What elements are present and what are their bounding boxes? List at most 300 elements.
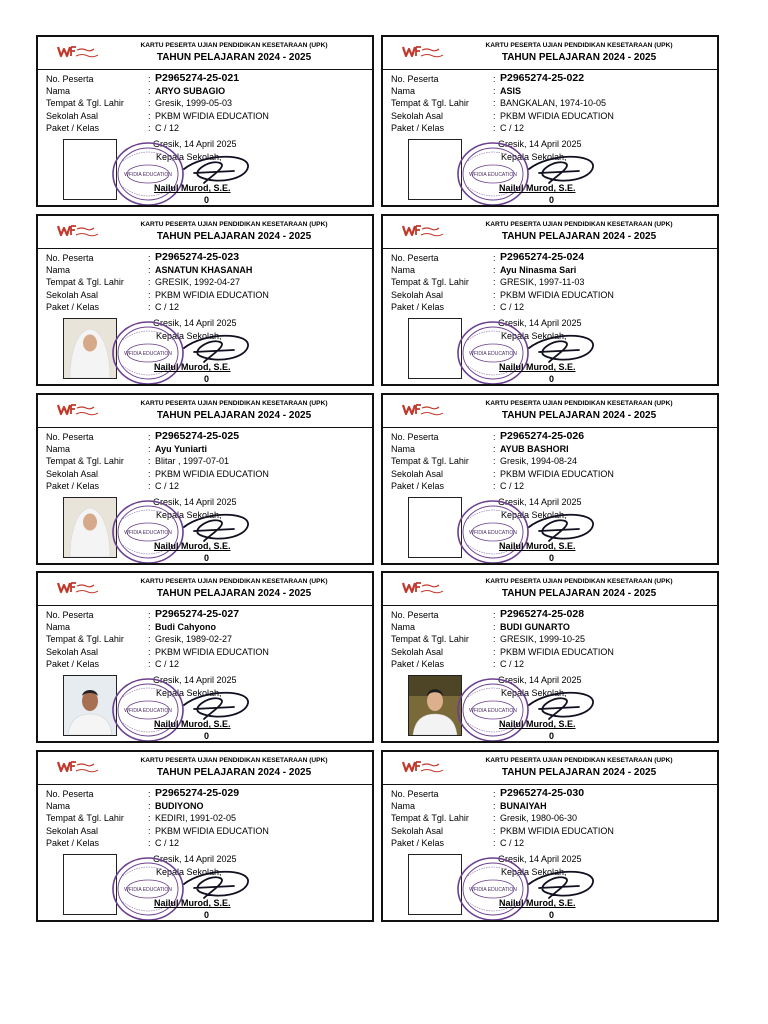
row-no-peserta xyxy=(46,73,368,85)
label-no-peserta: No. Peserta xyxy=(391,432,439,442)
colon: : xyxy=(493,432,496,442)
wfidia-logo-icon xyxy=(56,44,100,60)
card-number: 0 xyxy=(204,374,210,384)
card-header xyxy=(38,37,372,67)
row-ttl xyxy=(391,455,713,467)
label-paket: Paket / Kelas xyxy=(391,480,445,491)
colon: : xyxy=(148,813,151,824)
principal-title: Kepala Sekolah, xyxy=(156,510,222,520)
value-paket: C / 12 xyxy=(155,837,180,848)
principal-name: Nailul Murod, S.E. xyxy=(154,541,231,551)
value-ttl: Gresik, 1989-02-27 xyxy=(155,634,233,645)
label-no-peserta: No. Peserta xyxy=(46,74,94,84)
value-sekolah: PKBM WFIDIA EDUCATION xyxy=(500,468,614,479)
principal-name: Nailul Murod, S.E. xyxy=(154,362,231,372)
participant-photo xyxy=(63,318,117,379)
wfidia-logo-icon xyxy=(401,44,445,60)
colon: : xyxy=(148,98,151,109)
colon: : xyxy=(148,122,151,133)
row-sekolah xyxy=(46,646,368,658)
participant-card-P2965274-25-028 xyxy=(381,571,719,743)
label-ttl: Tempat & Tgl. Lahir xyxy=(46,277,124,288)
label-sekolah: Sekolah Asal xyxy=(391,110,444,121)
card-number: 0 xyxy=(549,910,555,920)
colon: : xyxy=(148,634,151,645)
participant-photo xyxy=(408,675,462,736)
label-nama: Nama xyxy=(46,86,71,97)
colon: : xyxy=(148,74,151,84)
value-no-peserta: P2965274-25-028 xyxy=(500,608,585,620)
participant-card-P2965274-25-026 xyxy=(381,393,719,565)
academic-year: TAHUN PELAJARAN 2024 - 2025 xyxy=(156,52,312,63)
issue-date: Gresik, 14 April 2025 xyxy=(153,854,237,864)
value-sekolah: PKBM WFIDIA EDUCATION xyxy=(500,289,614,300)
row-no-peserta xyxy=(391,431,713,443)
colon: : xyxy=(148,86,151,97)
value-nama: Budi Cahyono xyxy=(155,622,216,633)
participant-card-P2965274-25-024 xyxy=(381,214,719,386)
wfidia-logo-icon xyxy=(56,402,100,418)
academic-year: TAHUN PELAJARAN 2024 - 2025 xyxy=(156,767,312,778)
stamp-center-text: WFIDIA EDUCATION xyxy=(469,530,517,536)
colon: : xyxy=(493,658,496,669)
colon: : xyxy=(493,634,496,645)
participant-photo xyxy=(63,139,117,200)
row-no-peserta xyxy=(391,609,713,621)
value-ttl: Gresik, 1980-06-30 xyxy=(500,813,578,824)
colon: : xyxy=(148,444,151,455)
value-paket: C / 12 xyxy=(155,122,180,133)
participant-card-P2965274-25-030 xyxy=(381,750,719,922)
principal-name: Nailul Murod, S.E. xyxy=(154,719,231,729)
participant-photo xyxy=(63,675,117,736)
stamp-center-text: WFIDIA EDUCATION xyxy=(124,530,172,536)
colon: : xyxy=(493,74,496,84)
label-sekolah: Sekolah Asal xyxy=(46,289,99,300)
academic-year: TAHUN PELAJARAN 2024 - 2025 xyxy=(156,588,312,599)
card-number: 0 xyxy=(204,910,210,920)
card-title: KARTU PESERTA UJIAN PENDIDIKAN KESETARAAN (UPK) xyxy=(140,578,328,585)
academic-year: TAHUN PELAJARAN 2024 - 2025 xyxy=(501,410,657,421)
label-no-peserta: No. Peserta xyxy=(391,253,439,263)
value-no-peserta: P2965274-25-023 xyxy=(155,251,240,263)
colon: : xyxy=(148,265,151,276)
participant-details xyxy=(46,788,368,849)
colon: : xyxy=(493,468,496,479)
row-no-peserta xyxy=(391,252,713,264)
value-nama: ASNATUN KHASANAH xyxy=(155,265,253,276)
colon: : xyxy=(148,289,151,300)
value-ttl: Gresik, 1994-08-24 xyxy=(500,456,578,467)
value-nama: ASIS xyxy=(500,86,522,97)
row-ttl xyxy=(46,633,368,645)
label-no-peserta: No. Peserta xyxy=(391,74,439,84)
wfidia-logo-icon xyxy=(401,402,445,418)
principal-title: Kepala Sekolah, xyxy=(156,331,222,341)
issue-date: Gresik, 14 April 2025 xyxy=(153,318,237,328)
issue-date: Gresik, 14 April 2025 xyxy=(498,139,582,149)
row-paket xyxy=(391,837,713,849)
row-no-peserta xyxy=(46,252,368,264)
participant-details xyxy=(391,431,713,492)
row-paket xyxy=(46,480,368,492)
participant-photo xyxy=(63,854,117,915)
value-paket: C / 12 xyxy=(155,301,180,312)
row-nama xyxy=(391,85,713,97)
label-nama: Nama xyxy=(46,801,71,812)
value-no-peserta: P2965274-25-024 xyxy=(500,251,585,263)
row-sekolah xyxy=(391,825,713,837)
participant-photo xyxy=(408,139,462,200)
colon: : xyxy=(493,86,496,97)
row-sekolah xyxy=(391,646,713,658)
row-nama xyxy=(46,85,368,97)
colon: : xyxy=(493,646,496,657)
card-header xyxy=(383,752,717,782)
label-sekolah: Sekolah Asal xyxy=(46,825,99,836)
row-ttl xyxy=(391,276,713,288)
card-number: 0 xyxy=(204,553,210,563)
row-paket xyxy=(391,122,713,134)
row-ttl xyxy=(391,812,713,824)
value-sekolah: PKBM WFIDIA EDUCATION xyxy=(155,646,269,657)
colon: : xyxy=(493,289,496,300)
colon: : xyxy=(493,813,496,824)
value-paket: C / 12 xyxy=(500,658,525,669)
principal-title: Kepala Sekolah, xyxy=(501,510,567,520)
academic-year: TAHUN PELAJARAN 2024 - 2025 xyxy=(156,410,312,421)
row-ttl xyxy=(46,812,368,824)
card-header xyxy=(383,216,717,246)
card-number: 0 xyxy=(204,195,210,205)
colon: : xyxy=(493,301,496,312)
value-no-peserta: P2965274-25-027 xyxy=(155,608,240,620)
header-divider xyxy=(38,427,372,428)
card-title: KARTU PESERTA UJIAN PENDIDIKAN KESETARAAN (UPK) xyxy=(140,400,328,407)
card-number: 0 xyxy=(549,374,555,384)
header-divider xyxy=(383,784,717,785)
label-ttl: Tempat & Tgl. Lahir xyxy=(46,98,124,109)
row-no-peserta xyxy=(46,431,368,443)
principal-name: Nailul Murod, S.E. xyxy=(499,719,576,729)
colon: : xyxy=(493,480,496,491)
row-ttl xyxy=(46,455,368,467)
row-no-peserta xyxy=(46,609,368,621)
value-paket: C / 12 xyxy=(500,837,525,848)
row-sekolah xyxy=(391,468,713,480)
value-no-peserta: P2965274-25-025 xyxy=(155,430,240,442)
header-divider xyxy=(38,248,372,249)
colon: : xyxy=(493,444,496,455)
colon: : xyxy=(148,610,151,620)
principal-name: Nailul Murod, S.E. xyxy=(154,898,231,908)
label-no-peserta: No. Peserta xyxy=(46,610,94,620)
card-number: 0 xyxy=(549,195,555,205)
issue-date: Gresik, 14 April 2025 xyxy=(498,318,582,328)
value-ttl: Blitar , 1997-07-01 xyxy=(155,456,230,467)
participant-details xyxy=(46,252,368,313)
row-nama xyxy=(46,800,368,812)
colon: : xyxy=(493,801,496,812)
label-ttl: Tempat & Tgl. Lahir xyxy=(391,456,469,467)
stamp-center-text: WFIDIA EDUCATION xyxy=(124,351,172,357)
stamp-center-text: WFIDIA EDUCATION xyxy=(469,887,517,893)
issue-date: Gresik, 14 April 2025 xyxy=(153,675,237,685)
value-nama: Ayu Ninasma Sari xyxy=(500,265,577,276)
colon: : xyxy=(493,253,496,263)
card-title: KARTU PESERTA UJIAN PENDIDIKAN KESETARAAN (UPK) xyxy=(485,400,673,407)
value-nama: ARYO SUBAGIO xyxy=(155,86,226,97)
academic-year: TAHUN PELAJARAN 2024 - 2025 xyxy=(501,231,657,242)
card-title: KARTU PESERTA UJIAN PENDIDIKAN KESETARAAN (UPK) xyxy=(140,42,328,49)
colon: : xyxy=(148,253,151,263)
row-paket xyxy=(46,301,368,313)
stamp-center-text: WFIDIA EDUCATION xyxy=(124,172,172,178)
value-nama: BUDIYONO xyxy=(155,801,204,812)
stamp-center-text: WFIDIA EDUCATION xyxy=(124,708,172,714)
label-ttl: Tempat & Tgl. Lahir xyxy=(391,98,469,109)
participant-details xyxy=(46,609,368,670)
colon: : xyxy=(148,801,151,812)
label-ttl: Tempat & Tgl. Lahir xyxy=(391,634,469,645)
principal-name: Nailul Murod, S.E. xyxy=(154,183,231,193)
label-sekolah: Sekolah Asal xyxy=(391,289,444,300)
card-title: KARTU PESERTA UJIAN PENDIDIKAN KESETARAAN (UPK) xyxy=(140,757,328,764)
value-nama: AYUB BASHORI xyxy=(500,444,569,455)
principal-name: Nailul Murod, S.E. xyxy=(499,362,576,372)
card-header xyxy=(38,752,372,782)
label-ttl: Tempat & Tgl. Lahir xyxy=(46,456,124,467)
label-nama: Nama xyxy=(46,444,71,455)
colon: : xyxy=(148,837,151,848)
colon: : xyxy=(493,265,496,276)
row-no-peserta xyxy=(46,788,368,800)
principal-title: Kepala Sekolah, xyxy=(501,152,567,162)
label-sekolah: Sekolah Asal xyxy=(391,646,444,657)
label-no-peserta: No. Peserta xyxy=(46,253,94,263)
row-ttl xyxy=(391,633,713,645)
label-nama: Nama xyxy=(391,444,416,455)
principal-name: Nailul Murod, S.E. xyxy=(499,541,576,551)
participant-photo xyxy=(408,854,462,915)
label-sekolah: Sekolah Asal xyxy=(46,646,99,657)
label-nama: Nama xyxy=(391,265,416,276)
header-divider xyxy=(38,784,372,785)
participant-details xyxy=(391,252,713,313)
wfidia-logo-icon xyxy=(401,223,445,239)
value-nama: BUDI GUNARTO xyxy=(500,622,570,633)
header-divider xyxy=(383,69,717,70)
row-nama xyxy=(46,621,368,633)
label-paket: Paket / Kelas xyxy=(46,837,100,848)
row-paket xyxy=(391,301,713,313)
label-paket: Paket / Kelas xyxy=(391,658,445,669)
card-header xyxy=(383,37,717,67)
participant-photo xyxy=(408,497,462,558)
row-no-peserta xyxy=(391,73,713,85)
value-no-peserta: P2965274-25-021 xyxy=(155,72,240,84)
wfidia-logo-icon xyxy=(56,580,100,596)
value-ttl: GRESIK, 1992-04-27 xyxy=(155,277,241,288)
colon: : xyxy=(493,789,496,799)
card-number: 0 xyxy=(204,731,210,741)
row-paket xyxy=(391,480,713,492)
issue-date: Gresik, 14 April 2025 xyxy=(498,675,582,685)
colon: : xyxy=(493,837,496,848)
principal-title: Kepala Sekolah, xyxy=(501,867,567,877)
label-no-peserta: No. Peserta xyxy=(46,432,94,442)
participant-card-P2965274-25-023 xyxy=(36,214,374,386)
issue-date: Gresik, 14 April 2025 xyxy=(498,497,582,507)
wfidia-logo-icon xyxy=(401,759,445,775)
colon: : xyxy=(148,622,151,633)
label-paket: Paket / Kelas xyxy=(46,658,100,669)
label-nama: Nama xyxy=(391,622,416,633)
colon: : xyxy=(148,301,151,312)
colon: : xyxy=(148,480,151,491)
label-sekolah: Sekolah Asal xyxy=(46,110,99,121)
row-nama xyxy=(391,443,713,455)
participant-photo xyxy=(408,318,462,379)
label-nama: Nama xyxy=(391,801,416,812)
row-sekolah xyxy=(46,825,368,837)
colon: : xyxy=(148,456,151,467)
card-header xyxy=(38,216,372,246)
value-ttl: Gresik, 1999-05-03 xyxy=(155,98,233,109)
principal-name: Nailul Murod, S.E. xyxy=(499,898,576,908)
row-paket xyxy=(391,658,713,670)
colon: : xyxy=(148,789,151,799)
colon: : xyxy=(493,122,496,133)
colon: : xyxy=(493,610,496,620)
academic-year: TAHUN PELAJARAN 2024 - 2025 xyxy=(501,767,657,778)
issue-date: Gresik, 14 April 2025 xyxy=(498,854,582,864)
row-nama xyxy=(391,800,713,812)
card-title: KARTU PESERTA UJIAN PENDIDIKAN KESETARAAN (UPK) xyxy=(485,42,673,49)
label-nama: Nama xyxy=(391,86,416,97)
colon: : xyxy=(148,432,151,442)
label-ttl: Tempat & Tgl. Lahir xyxy=(46,813,124,824)
label-no-peserta: No. Peserta xyxy=(391,610,439,620)
colon: : xyxy=(493,110,496,121)
label-no-peserta: No. Peserta xyxy=(46,789,94,799)
colon: : xyxy=(493,98,496,109)
card-title: KARTU PESERTA UJIAN PENDIDIKAN KESETARAAN (UPK) xyxy=(140,221,328,228)
card-header xyxy=(38,573,372,603)
participant-details xyxy=(391,788,713,849)
label-sekolah: Sekolah Asal xyxy=(391,468,444,479)
label-paket: Paket / Kelas xyxy=(46,122,100,133)
label-paket: Paket / Kelas xyxy=(391,122,445,133)
row-sekolah xyxy=(46,110,368,122)
participant-card-P2965274-25-029 xyxy=(36,750,374,922)
label-ttl: Tempat & Tgl. Lahir xyxy=(391,277,469,288)
issue-date: Gresik, 14 April 2025 xyxy=(153,497,237,507)
card-title: KARTU PESERTA UJIAN PENDIDIKAN KESETARAAN (UPK) xyxy=(485,578,673,585)
header-divider xyxy=(383,248,717,249)
row-nama xyxy=(46,264,368,276)
colon: : xyxy=(493,622,496,633)
value-no-peserta: P2965274-25-022 xyxy=(500,72,585,84)
header-divider xyxy=(38,605,372,606)
row-ttl xyxy=(46,276,368,288)
principal-title: Kepala Sekolah, xyxy=(501,331,567,341)
academic-year: TAHUN PELAJARAN 2024 - 2025 xyxy=(501,52,657,63)
label-paket: Paket / Kelas xyxy=(391,837,445,848)
row-no-peserta xyxy=(391,788,713,800)
value-nama: Ayu Yuniarti xyxy=(155,444,208,455)
value-sekolah: PKBM WFIDIA EDUCATION xyxy=(155,825,269,836)
card-header xyxy=(383,395,717,425)
label-ttl: Tempat & Tgl. Lahir xyxy=(46,634,124,645)
participant-photo xyxy=(63,497,117,558)
issue-date: Gresik, 14 April 2025 xyxy=(153,139,237,149)
principal-name: Nailul Murod, S.E. xyxy=(499,183,576,193)
colon: : xyxy=(148,658,151,669)
participant-card-P2965274-25-027 xyxy=(36,571,374,743)
colon: : xyxy=(148,646,151,657)
label-paket: Paket / Kelas xyxy=(46,301,100,312)
row-sekolah xyxy=(391,110,713,122)
principal-title: Kepala Sekolah, xyxy=(156,152,222,162)
colon: : xyxy=(493,456,496,467)
card-title: KARTU PESERTA UJIAN PENDIDIKAN KESETARAAN (UPK) xyxy=(485,221,673,228)
value-sekolah: PKBM WFIDIA EDUCATION xyxy=(155,289,269,300)
stamp-center-text: WFIDIA EDUCATION xyxy=(469,351,517,357)
colon: : xyxy=(148,277,151,288)
participant-details xyxy=(46,73,368,134)
row-nama xyxy=(391,264,713,276)
label-nama: Nama xyxy=(46,265,71,276)
stamp-center-text: WFIDIA EDUCATION xyxy=(469,172,517,178)
row-ttl xyxy=(391,97,713,109)
principal-title: Kepala Sekolah, xyxy=(156,688,222,698)
stamp-center-text: WFIDIA EDUCATION xyxy=(469,708,517,714)
label-nama: Nama xyxy=(46,622,71,633)
participant-card-P2965274-25-022 xyxy=(381,35,719,207)
colon: : xyxy=(148,825,151,836)
academic-year: TAHUN PELAJARAN 2024 - 2025 xyxy=(501,588,657,599)
participant-details xyxy=(391,609,713,670)
card-number: 0 xyxy=(549,731,555,741)
row-sekolah xyxy=(46,468,368,480)
header-divider xyxy=(383,427,717,428)
participant-details xyxy=(391,73,713,134)
value-sekolah: PKBM WFIDIA EDUCATION xyxy=(500,646,614,657)
value-paket: C / 12 xyxy=(500,301,525,312)
value-ttl: KEDIRI, 1991-02-05 xyxy=(155,813,237,824)
value-paket: C / 12 xyxy=(155,480,180,491)
colon: : xyxy=(493,825,496,836)
label-paket: Paket / Kelas xyxy=(46,480,100,491)
label-sekolah: Sekolah Asal xyxy=(46,468,99,479)
colon: : xyxy=(148,110,151,121)
value-nama: BUNAIYAH xyxy=(500,801,547,812)
principal-title: Kepala Sekolah, xyxy=(156,867,222,877)
header-divider xyxy=(38,69,372,70)
value-no-peserta: P2965274-25-030 xyxy=(500,787,585,799)
value-sekolah: PKBM WFIDIA EDUCATION xyxy=(500,825,614,836)
label-sekolah: Sekolah Asal xyxy=(391,825,444,836)
value-ttl: GRESIK, 1997-11-03 xyxy=(500,277,585,288)
participant-card-P2965274-25-021 xyxy=(36,35,374,207)
row-paket xyxy=(46,658,368,670)
label-paket: Paket / Kelas xyxy=(391,301,445,312)
colon: : xyxy=(148,468,151,479)
value-sekolah: PKBM WFIDIA EDUCATION xyxy=(155,110,269,121)
stamp-center-text: WFIDIA EDUCATION xyxy=(124,887,172,893)
wfidia-logo-icon xyxy=(56,759,100,775)
